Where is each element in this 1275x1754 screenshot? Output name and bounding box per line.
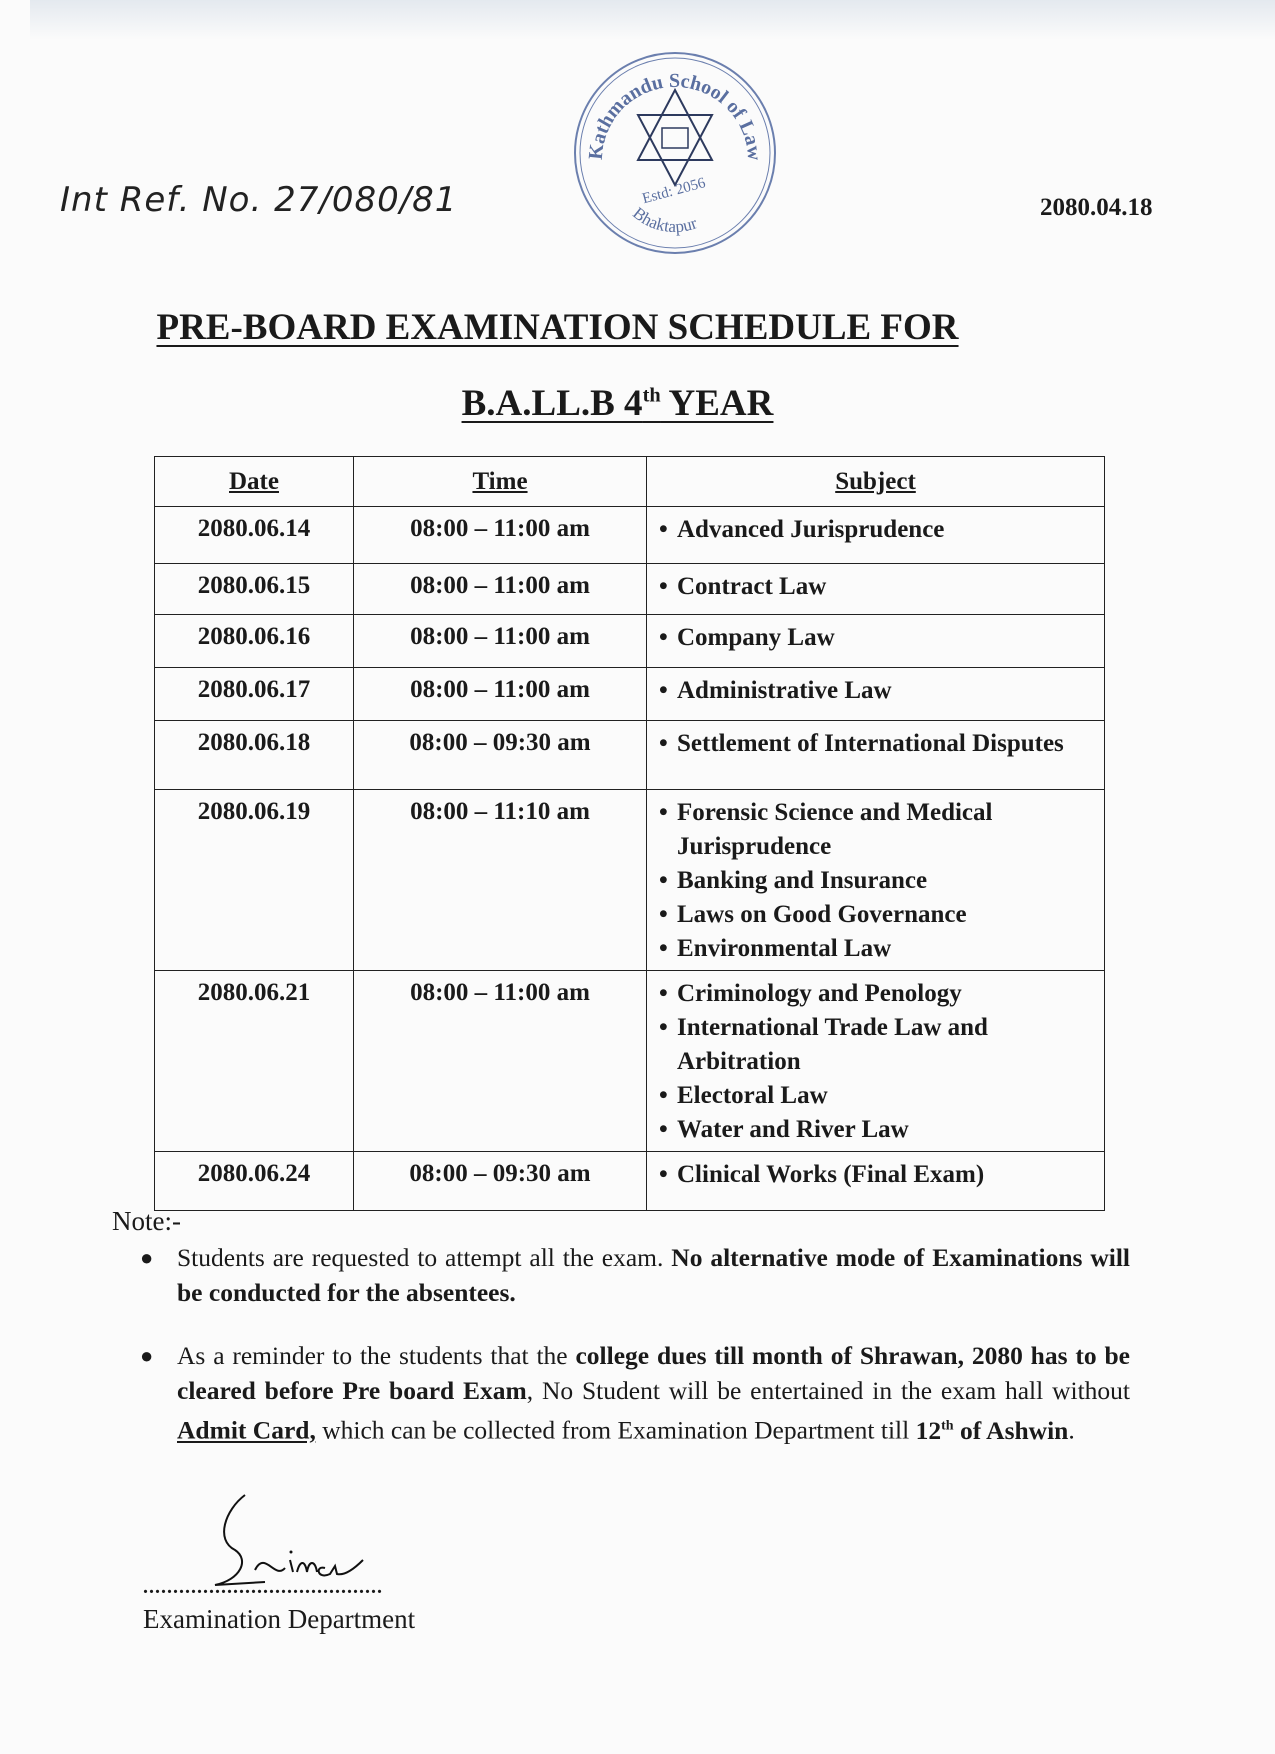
- note-text: which can be collected from Examination Department till: [315, 1415, 916, 1445]
- date-cell: 2080.06.18: [155, 721, 354, 790]
- subject-item: [659, 898, 1096, 932]
- bullet-icon: •: [659, 1082, 668, 1109]
- time-cell: 08:00 – 11:10 am: [354, 790, 647, 971]
- subject-cell: [647, 721, 1105, 790]
- subject-item: [659, 1158, 1096, 1192]
- subject-cell: [647, 1152, 1105, 1211]
- department-name: Examination Department: [143, 1604, 416, 1634]
- bullet-icon: •: [659, 516, 668, 543]
- bullet-icon: •: [659, 573, 668, 600]
- subject-cell: [647, 507, 1105, 564]
- subject-name: Company Law: [677, 624, 835, 651]
- signature-line: ........................................: [143, 1576, 383, 1598]
- time-cell: 08:00 – 09:30 am: [354, 721, 647, 790]
- subject-name: Administrative Law: [677, 677, 892, 704]
- signature-image: [205, 1490, 395, 1590]
- bullet-icon: •: [659, 624, 668, 651]
- subject-name: Clinical Works (Final Exam): [677, 1161, 985, 1188]
- subject-name: Criminology and Penology: [677, 980, 962, 1007]
- bullet-icon: •: [659, 980, 668, 1007]
- note-month: of Ashwin: [953, 1415, 1069, 1445]
- note-day: 12: [915, 1415, 942, 1445]
- time-cell: 08:00 – 11:00 am: [354, 668, 647, 721]
- svg-text:Kathmandu School of Law: Kathmandu School of Law: [584, 69, 766, 162]
- note-text: .: [1068, 1415, 1075, 1445]
- header-date: Date: [155, 457, 354, 507]
- subject-name: Banking and Insurance: [677, 867, 928, 894]
- note-day-sup: th: [941, 1418, 954, 1433]
- table-row: [155, 971, 1105, 1152]
- time-cell: 08:00 – 11:00 am: [354, 564, 647, 615]
- note-text: , No Student will be entertained in the exam hall without: [526, 1376, 1130, 1405]
- subject-cell: [647, 615, 1105, 668]
- subject-name: Laws on Good Governance: [677, 901, 967, 928]
- bullet-icon: •: [659, 1161, 668, 1188]
- time-cell: 08:00 – 11:00 am: [354, 615, 647, 668]
- reference-number: Int Ref. No. 27/080/81: [60, 180, 458, 220]
- subject-name: Environmental Law: [677, 935, 892, 962]
- bullet-icon: •: [659, 1014, 668, 1041]
- exam-schedule-table: [154, 456, 1105, 1211]
- subject-cell: [647, 790, 1105, 971]
- bullet-icon: ●: [140, 1245, 154, 1270]
- subject-item: [659, 1113, 1096, 1147]
- bullet-icon: •: [659, 935, 668, 962]
- subject-name: International Trade Law and Arbitration: [677, 1014, 988, 1075]
- date-cell: 2080.06.16: [155, 615, 354, 668]
- svg-text:Bhaktapur: Bhaktapur: [629, 203, 700, 237]
- subtitle-suffix: YEAR: [660, 383, 774, 424]
- table-row: [155, 615, 1105, 668]
- table-row: [155, 507, 1105, 564]
- table-row: [155, 721, 1105, 790]
- header-subject: Subject: [647, 457, 1105, 507]
- bullet-icon: •: [659, 867, 668, 894]
- subject-item: [659, 621, 1096, 655]
- title-line-1: PRE-BOARD EXAMINATION SCHEDULE FOR: [156, 307, 959, 348]
- bullet-icon: •: [659, 1116, 668, 1143]
- subtitle-sup: th: [642, 384, 661, 407]
- table-header-row: [155, 457, 1105, 507]
- page-title: [0, 306, 1195, 349]
- subject-name: Advanced Jurisprudence: [677, 516, 945, 543]
- time-cell: 08:00 – 11:00 am: [354, 507, 647, 564]
- date-cell: 2080.06.17: [155, 668, 354, 721]
- date-cell: 2080.06.19: [155, 790, 354, 971]
- subject-item: [659, 570, 1096, 604]
- subject-item: [659, 932, 1096, 966]
- note-item: [140, 1338, 1130, 1448]
- time-cell: 08:00 – 11:00 am: [354, 971, 647, 1152]
- subject-item: [659, 727, 1096, 761]
- date-cell: 2080.06.14: [155, 507, 354, 564]
- subject-item: [659, 513, 1096, 547]
- note-text: Students are requested to attempt all the exam.: [177, 1243, 672, 1272]
- note-bold-text: No alternative mode of Examinations will be conducted for the absentees.: [177, 1243, 1130, 1307]
- document-date: 2080.04.18: [1040, 194, 1153, 221]
- subject-item: [659, 674, 1096, 708]
- note-bold-text: college dues till month of Shrawan, 2080 has to be cleared before Pre board Exam: [177, 1341, 1130, 1405]
- page-subtitle: [0, 382, 1255, 425]
- bullet-icon: •: [659, 730, 668, 757]
- table-row: [155, 1152, 1105, 1211]
- date-cell: 2080.06.21: [155, 971, 354, 1152]
- subject-item: [659, 1011, 1096, 1079]
- table-row: [155, 564, 1105, 615]
- subject-name: Electoral Law: [677, 1082, 828, 1109]
- bullet-icon: ●: [140, 1343, 154, 1368]
- subject-name: Settlement of International Disputes: [677, 730, 1064, 757]
- note-label: Note:-: [112, 1206, 181, 1236]
- admit-card-text: Admit Card,: [177, 1415, 316, 1445]
- subject-item: [659, 864, 1096, 898]
- school-seal-logo: [572, 50, 778, 256]
- bullet-icon: •: [659, 677, 668, 704]
- subject-name: Contract Law: [677, 573, 827, 600]
- date-cell: 2080.06.15: [155, 564, 354, 615]
- subject-item: [659, 1079, 1096, 1113]
- subject-cell: [647, 971, 1105, 1152]
- note-text: As a reminder to the students that the: [177, 1341, 576, 1370]
- bullet-icon: •: [659, 901, 668, 928]
- bullet-icon: •: [659, 799, 668, 826]
- subject-cell: [647, 668, 1105, 721]
- scan-shading: [30, 0, 1275, 40]
- subject-item: [659, 977, 1096, 1011]
- time-cell: 08:00 – 09:30 am: [354, 1152, 647, 1211]
- table-row: [155, 790, 1105, 971]
- subject-name: Forensic Science and Medical Jurisprudence: [677, 799, 993, 860]
- svg-text:Estd: 2056: Estd: 2056: [640, 175, 708, 208]
- subject-cell: [647, 564, 1105, 615]
- table-row: [155, 668, 1105, 721]
- header-time: Time: [354, 457, 647, 507]
- note-item: [140, 1240, 1130, 1310]
- date-cell: 2080.06.24: [155, 1152, 354, 1211]
- subject-item: [659, 796, 1096, 864]
- subject-name: Water and River Law: [677, 1116, 909, 1143]
- subtitle-text: B.A.LL.B 4: [461, 383, 643, 424]
